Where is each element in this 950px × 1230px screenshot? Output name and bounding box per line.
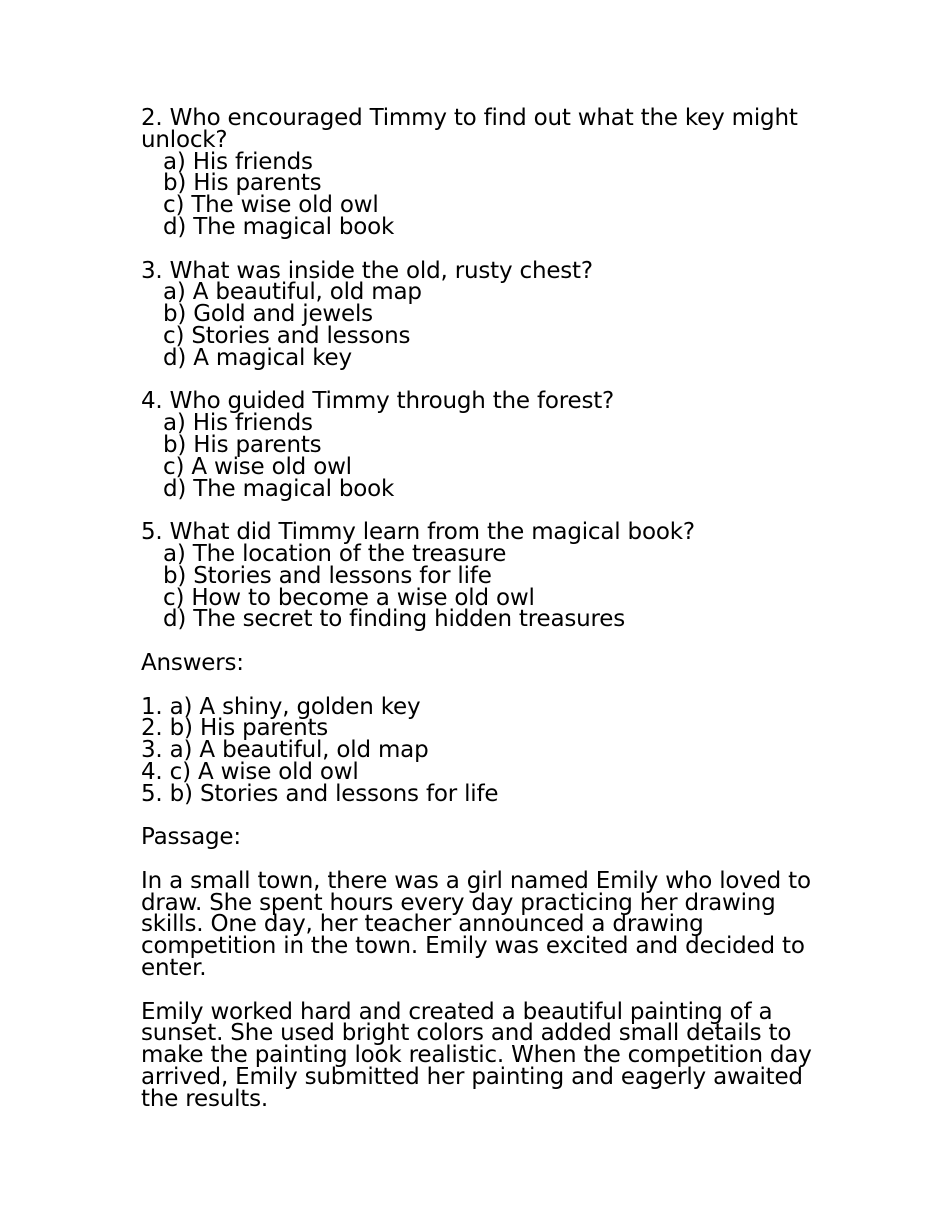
option-a: a) A beautiful, old map (163, 279, 422, 306)
answers-list (141, 693, 821, 807)
answer-item: 3. a) A beautiful, old map (141, 737, 429, 764)
option-d: d) A magical key (163, 344, 352, 371)
question-5 (141, 519, 821, 633)
option-d: d) The secret to finding hidden treasures (163, 606, 625, 633)
option-c: c) A wise old owl (163, 453, 352, 480)
passage-paragraph-1 (141, 867, 821, 982)
answer-item: 5. b) Stories and lessons for life (141, 780, 499, 807)
question-4 (141, 388, 821, 502)
option-a: a) His friends (163, 410, 313, 437)
answers-heading: Answers: (141, 649, 244, 676)
option-a: a) The location of the treasure (163, 540, 507, 567)
document-page (141, 105, 821, 1132)
passage-paragraph-2 (141, 998, 821, 1112)
option-b: b) His parents (163, 431, 322, 458)
question-text: 2. Who encouraged Timmy to find out what the key might unlock? (141, 105, 798, 153)
answer-item: 2. b) His parents (141, 715, 329, 742)
paragraph-text: Emily worked hard and created a beautiful painting of a sunset. She used bright colors and added small details to make the painting look realistic. When the competition day arrived, Emily submitted her painting and eagerly awaited the results. (141, 998, 812, 1112)
option-c: c) Stories and lessons (163, 322, 411, 349)
question-text: 5. What did Timmy learn from the magical book? (141, 519, 695, 546)
answer-item: 4. c) A wise old owl (141, 758, 359, 785)
answers-heading-block (141, 649, 821, 676)
option-d: d) The magical book (163, 213, 395, 240)
question-3 (141, 257, 821, 371)
option-a: a) His friends (163, 148, 313, 175)
question-2 (141, 105, 821, 240)
option-c: c) How to become a wise old owl (163, 584, 535, 611)
option-b: b) His parents (163, 170, 322, 197)
passage-heading: Passage: (141, 824, 241, 851)
question-text: 4. Who guided Timmy through the forest? (141, 388, 615, 415)
option-b: b) Stories and lessons for life (163, 562, 492, 589)
passage-heading-block (141, 824, 821, 851)
option-d: d) The magical book (163, 475, 395, 502)
option-c: c) The wise old owl (163, 192, 379, 219)
question-text: 3. What was inside the old, rusty chest? (141, 257, 593, 284)
answer-item: 1. a) A shiny, golden key (141, 693, 421, 720)
paragraph-text: In a small town, there was a girl named Emily who loved to draw. She spent hours every day practicing her drawing skills. One day, her teacher announced a drawing competition in the town. Emily was excited and decided to enter. (141, 867, 811, 982)
option-b: b) Gold and jewels (163, 301, 373, 328)
